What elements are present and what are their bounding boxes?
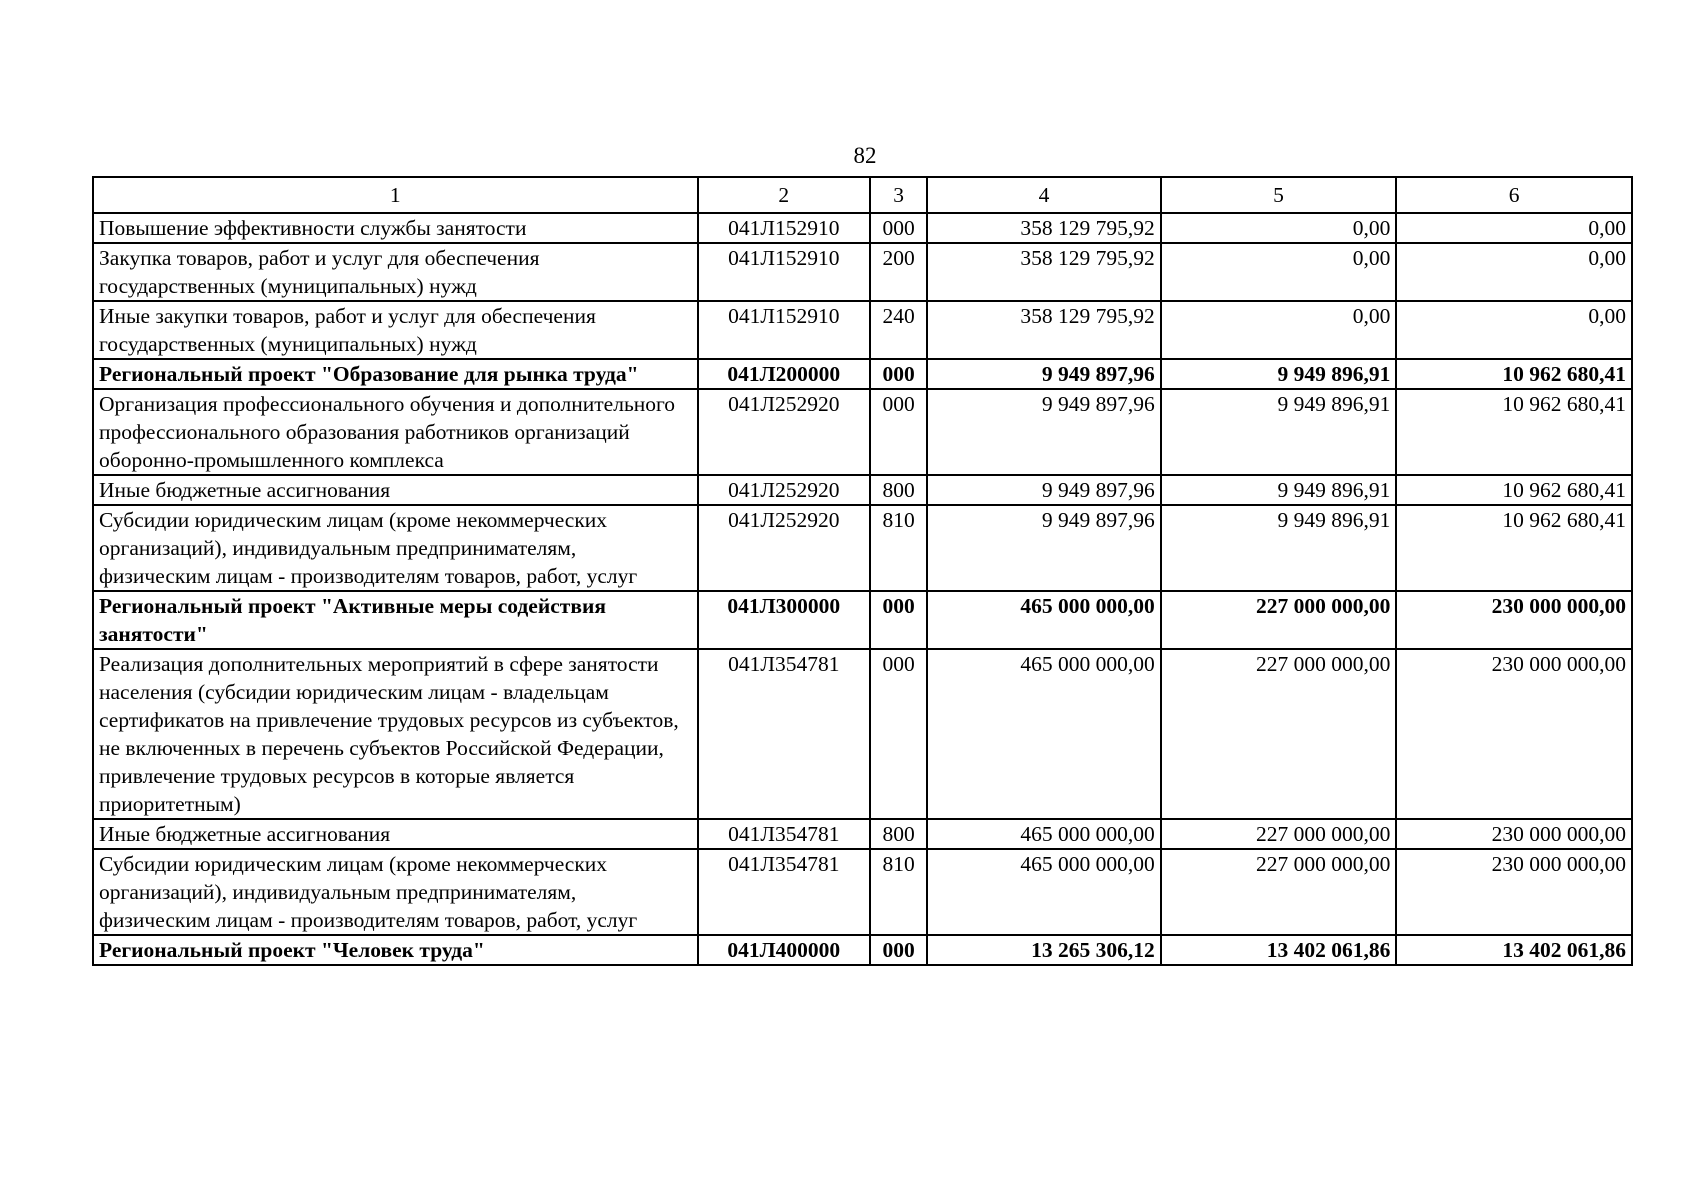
row-code-cell: 041Л300000 [698, 591, 870, 649]
column-header-3: 3 [870, 177, 927, 213]
row-name-cell: Региональный проект "Образование для рынка труда" [93, 359, 698, 389]
page-number: 82 [853, 143, 877, 168]
row-amount-col5-cell: 227 000 000,00 [1161, 849, 1397, 935]
row-amount-col4-cell: 465 000 000,00 [927, 649, 1161, 819]
row-amount-col6-cell: 0,00 [1396, 301, 1632, 359]
row-amount-col4-cell: 465 000 000,00 [927, 591, 1161, 649]
row-amount-col4-cell: 358 129 795,92 [927, 301, 1161, 359]
row-name-cell: Субсидии юридическим лицам (кроме некоммерческих организаций), индивидуальным предпринимателям, физическим лицам - производителям товаров, работ, услуг [93, 505, 698, 591]
row-amount-col5-cell: 9 949 896,91 [1161, 389, 1397, 475]
row-amount-col6-cell: 230 000 000,00 [1396, 649, 1632, 819]
row-name-cell: Региональный проект "Человек труда" [93, 935, 698, 965]
row-code-cell: 041Л152910 [698, 213, 870, 243]
row-amount-col6-cell: 230 000 000,00 [1396, 819, 1632, 849]
row-code-cell: 041Л152910 [698, 301, 870, 359]
row-amount-col5-cell: 9 949 896,91 [1161, 359, 1397, 389]
column-header-1: 1 [93, 177, 698, 213]
column-header-5: 5 [1161, 177, 1397, 213]
row-code-cell: 041Л400000 [698, 935, 870, 965]
row-code-cell: 041Л252920 [698, 475, 870, 505]
row-amount-col5-cell: 0,00 [1161, 213, 1397, 243]
row-expense-type-cell: 200 [870, 243, 927, 301]
row-expense-type-cell: 810 [870, 505, 927, 591]
table-row [93, 819, 1632, 849]
row-code-cell: 041Л252920 [698, 505, 870, 591]
row-code-cell: 041Л152910 [698, 243, 870, 301]
row-amount-col6-cell: 10 962 680,41 [1396, 505, 1632, 591]
row-amount-col4-cell: 9 949 897,96 [927, 505, 1161, 591]
column-header-4: 4 [927, 177, 1161, 213]
row-amount-col4-cell: 9 949 897,96 [927, 389, 1161, 475]
row-name-cell: Иные закупки товаров, работ и услуг для обеспечения государственных (муниципальных) нужд [93, 301, 698, 359]
row-name-cell: Организация профессионального обучения и дополнительного профессионального образования работников организаций оборонно-промышленного комплекса [93, 389, 698, 475]
table-row [93, 243, 1632, 301]
row-name-cell: Иные бюджетные ассигнования [93, 819, 698, 849]
row-expense-type-cell: 000 [870, 359, 927, 389]
table-row [93, 935, 1632, 965]
table-row [93, 849, 1632, 935]
row-code-cell: 041Л354781 [698, 649, 870, 819]
row-name-cell: Реализация дополнительных мероприятий в сфере занятости населения (субсидии юридическим лицам - владельцам сертификатов на привлечение трудовых ресурсов из субъектов, не включенных в перечень субъектов Российской Федерации, привлечение трудовых ресурсов в которые является приоритетным) [93, 649, 698, 819]
table-row [93, 359, 1632, 389]
row-name-cell: Иные бюджетные ассигнования [93, 475, 698, 505]
row-amount-col6-cell: 10 962 680,41 [1396, 359, 1632, 389]
column-header-6: 6 [1396, 177, 1632, 213]
row-expense-type-cell: 000 [870, 591, 927, 649]
row-amount-col5-cell: 227 000 000,00 [1161, 819, 1397, 849]
row-amount-col5-cell: 9 949 896,91 [1161, 505, 1397, 591]
row-amount-col6-cell: 10 962 680,41 [1396, 475, 1632, 505]
row-amount-col5-cell: 227 000 000,00 [1161, 649, 1397, 819]
row-amount-col6-cell: 230 000 000,00 [1396, 591, 1632, 649]
row-amount-col6-cell: 10 962 680,41 [1396, 389, 1632, 475]
row-name-cell: Региональный проект "Активные меры содействия занятости" [93, 591, 698, 649]
row-amount-col4-cell: 465 000 000,00 [927, 849, 1161, 935]
table-row [93, 475, 1632, 505]
row-expense-type-cell: 800 [870, 475, 927, 505]
row-amount-col4-cell: 465 000 000,00 [927, 819, 1161, 849]
row-amount-col5-cell: 227 000 000,00 [1161, 591, 1397, 649]
row-expense-type-cell: 000 [870, 935, 927, 965]
column-header-2: 2 [698, 177, 870, 213]
row-code-cell: 041Л200000 [698, 359, 870, 389]
row-amount-col4-cell: 9 949 897,96 [927, 359, 1161, 389]
row-amount-col6-cell: 0,00 [1396, 243, 1632, 301]
row-expense-type-cell: 810 [870, 849, 927, 935]
row-expense-type-cell: 800 [870, 819, 927, 849]
budget-table [92, 176, 1633, 966]
row-name-cell: Закупка товаров, работ и услуг для обеспечения государственных (муниципальных) нужд [93, 243, 698, 301]
table-row [93, 591, 1632, 649]
row-amount-col6-cell: 0,00 [1396, 213, 1632, 243]
row-amount-col4-cell: 9 949 897,96 [927, 475, 1161, 505]
row-code-cell: 041Л252920 [698, 389, 870, 475]
table-header-row [93, 177, 1632, 213]
table-row [93, 213, 1632, 243]
table-row [93, 505, 1632, 591]
row-amount-col5-cell: 0,00 [1161, 301, 1397, 359]
row-expense-type-cell: 000 [870, 213, 927, 243]
row-name-cell: Субсидии юридическим лицам (кроме некоммерческих организаций), индивидуальным предпринимателям, физическим лицам - производителям товаров, работ, услуг [93, 849, 698, 935]
row-expense-type-cell: 000 [870, 649, 927, 819]
row-expense-type-cell: 240 [870, 301, 927, 359]
row-amount-col4-cell: 358 129 795,92 [927, 213, 1161, 243]
table-row [93, 389, 1632, 475]
row-amount-col4-cell: 358 129 795,92 [927, 243, 1161, 301]
row-code-cell: 041Л354781 [698, 849, 870, 935]
row-amount-col4-cell: 13 265 306,12 [927, 935, 1161, 965]
row-amount-col5-cell: 9 949 896,91 [1161, 475, 1397, 505]
row-name-cell: Повышение эффективности службы занятости [93, 213, 698, 243]
row-amount-col5-cell: 0,00 [1161, 243, 1397, 301]
row-expense-type-cell: 000 [870, 389, 927, 475]
table-row [93, 649, 1632, 819]
table-row [93, 301, 1632, 359]
row-amount-col6-cell: 13 402 061,86 [1396, 935, 1632, 965]
row-amount-col6-cell: 230 000 000,00 [1396, 849, 1632, 935]
row-code-cell: 041Л354781 [698, 819, 870, 849]
row-amount-col5-cell: 13 402 061,86 [1161, 935, 1397, 965]
